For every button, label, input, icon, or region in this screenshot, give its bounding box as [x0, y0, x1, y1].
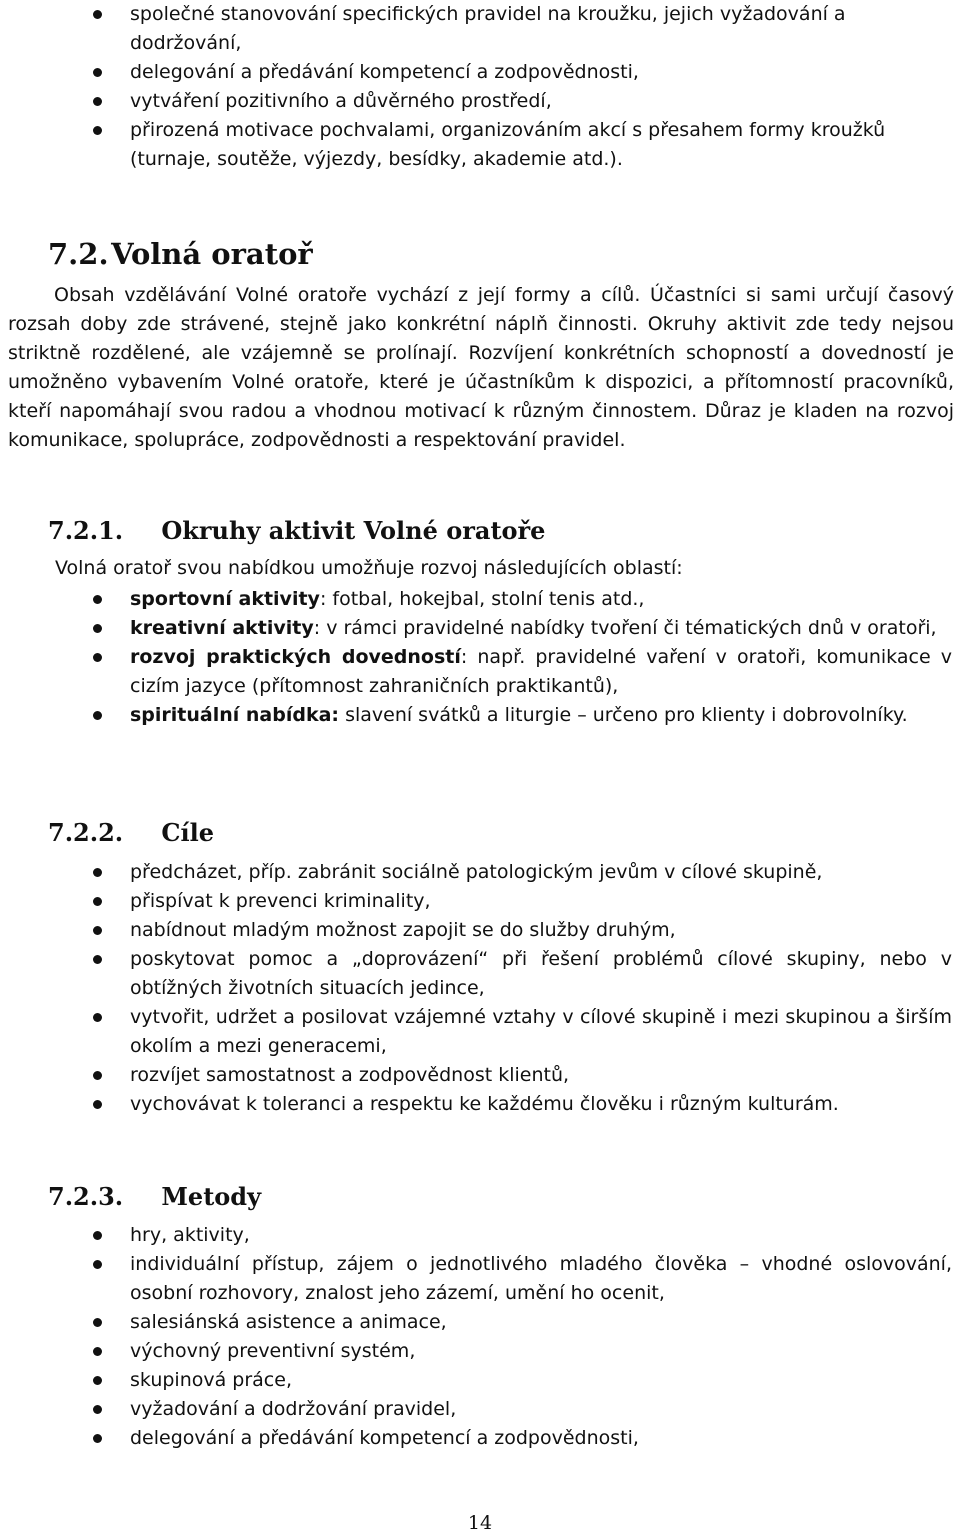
section-number: 7.2.	[48, 237, 109, 271]
section-heading-7-2-1	[48, 516, 545, 546]
list-item: sportovní aktivity: fotbal, hokejbal, stolní tenis atd.,	[0, 585, 960, 614]
bullet-icon	[93, 68, 102, 77]
page-number: 14	[467, 1512, 493, 1534]
list-item: vytvořit, udržet a posilovat vzájemné vztahy v cílové skupině i mezi skupinou a širším okolím a mezi generacemi,	[0, 1003, 960, 1061]
bullet-icon	[93, 868, 102, 877]
list-item: přispívat k prevenci kriminality,	[0, 887, 960, 916]
section-heading-7-2-3	[48, 1182, 261, 1212]
bullet-icon	[93, 1347, 102, 1356]
list-item: individuální přístup, zájem o jednotlivého mladého člověka – vhodné oslovování, osobní rozhovory, znalost jeho zázemí, umění ho ocenit,	[0, 1250, 960, 1308]
section-number: 7.2.3.	[48, 1182, 124, 1211]
list-item: skupinová práce,	[0, 1366, 960, 1395]
bullet-icon	[93, 1318, 102, 1327]
bullet-icon	[93, 653, 102, 662]
bullet-icon	[93, 711, 102, 720]
bullet-icon	[93, 126, 102, 135]
section-heading-7-2	[48, 236, 313, 272]
list-item: vytváření pozitivního a důvěrného prostředí,	[0, 87, 960, 116]
section-title: Okruhy aktivit Volné oratoře	[161, 516, 546, 545]
section-title: Metody	[161, 1182, 262, 1211]
section-number: 7.2.1.	[48, 516, 124, 545]
bullet-icon	[93, 955, 102, 964]
activities-intro: Volná oratoř svou nabídkou umožňuje rozvoj následujících oblastí:	[55, 557, 683, 579]
section-title: Cíle	[161, 818, 214, 847]
bullet-icon	[93, 10, 102, 19]
methods-list	[0, 1221, 960, 1453]
bullet-icon	[93, 1071, 102, 1080]
bullet-icon	[93, 97, 102, 106]
list-item: rozvoj praktických dovedností: např. pravidelné vaření v oratoři, komunikace v cizím jazyce (přítomnost zahraničních praktikantů),	[0, 643, 960, 701]
bullet-icon	[93, 1100, 102, 1109]
section-heading-7-2-2	[48, 818, 214, 848]
list-item: společné stanovování specifických pravidel na kroužku, jejich vyžadování a dodržování,	[0, 0, 960, 58]
list-item: předcházet, příp. zabránit sociálně patologickým jevům v cílové skupině,	[0, 858, 960, 887]
section-number: 7.2.2.	[48, 818, 124, 847]
list-item: kreativní aktivity: v rámci pravidelné nabídky tvoření či tématických dnů v oratoři,	[0, 614, 960, 643]
list-item: nabídnout mladým možnost zapojit se do služby druhým,	[0, 916, 960, 945]
list-item: vyžadování a dodržování pravidel,	[0, 1395, 960, 1424]
bullet-icon	[93, 1231, 102, 1240]
bullet-icon	[93, 897, 102, 906]
bullet-icon	[93, 1376, 102, 1385]
list-item: hry, aktivity,	[0, 1221, 960, 1250]
list-item: rozvíjet samostatnost a zodpovědnost klientů,	[0, 1061, 960, 1090]
list-item: delegování a předávání kompetencí a zodpovědnosti,	[0, 1424, 960, 1453]
list-item: spirituální nabídka: slavení svátků a liturgie – určeno pro klienty i dobrovolníky.	[0, 701, 960, 730]
bullet-icon	[93, 1434, 102, 1443]
list-item: poskytovat pomoc a „doprovázení“ při řešení problémů cílové skupiny, nebo v obtížných životních situacích jedince,	[0, 945, 960, 1003]
bullet-icon	[93, 1260, 102, 1269]
goals-list	[0, 858, 960, 1119]
list-item: salesiánská asistence a animace,	[0, 1308, 960, 1337]
top-bullet-list	[0, 0, 960, 174]
bullet-icon	[93, 926, 102, 935]
bullet-icon	[93, 1013, 102, 1022]
list-item: výchovný preventivní systém,	[0, 1337, 960, 1366]
activities-list	[0, 585, 960, 730]
list-item: delegování a předávání kompetencí a zodpovědnosti,	[0, 58, 960, 87]
list-item: přirozená motivace pochvalami, organizováním akcí s přesahem formy kroužků (turnaje, soutěže, výjezdy, besídky, akademie atd.).	[0, 116, 960, 174]
section-paragraph: Obsah vzdělávání Volné oratoře vychází z její formy a cílů. Účastníci si sami určují časový rozsah doby zde strávené, stejně jako konkrétní náplň činnosti. Okruhy aktivit zde tedy nejsou striktně rozdělené, ale vzájemně se prolínají. Rozvíjení konkrétních schopností a dovedností je umožněno vybavením Volné oratoře, které je účastníkům k dispozici, a přítomností pracovníků, kteří napomáhají svou radou a vhodnou motivací k různým činnostem. Důraz je kladen na rozvoj komunikace, spolupráce, zodpovědnosti a respektování pravidel.	[8, 284, 954, 451]
bullet-icon	[93, 1405, 102, 1414]
bullet-icon	[93, 624, 102, 633]
list-item: vychovávat k toleranci a respektu ke každému člověku i různým kulturám.	[0, 1090, 960, 1119]
bullet-icon	[93, 595, 102, 604]
section-title: Volná oratoř	[111, 237, 313, 271]
